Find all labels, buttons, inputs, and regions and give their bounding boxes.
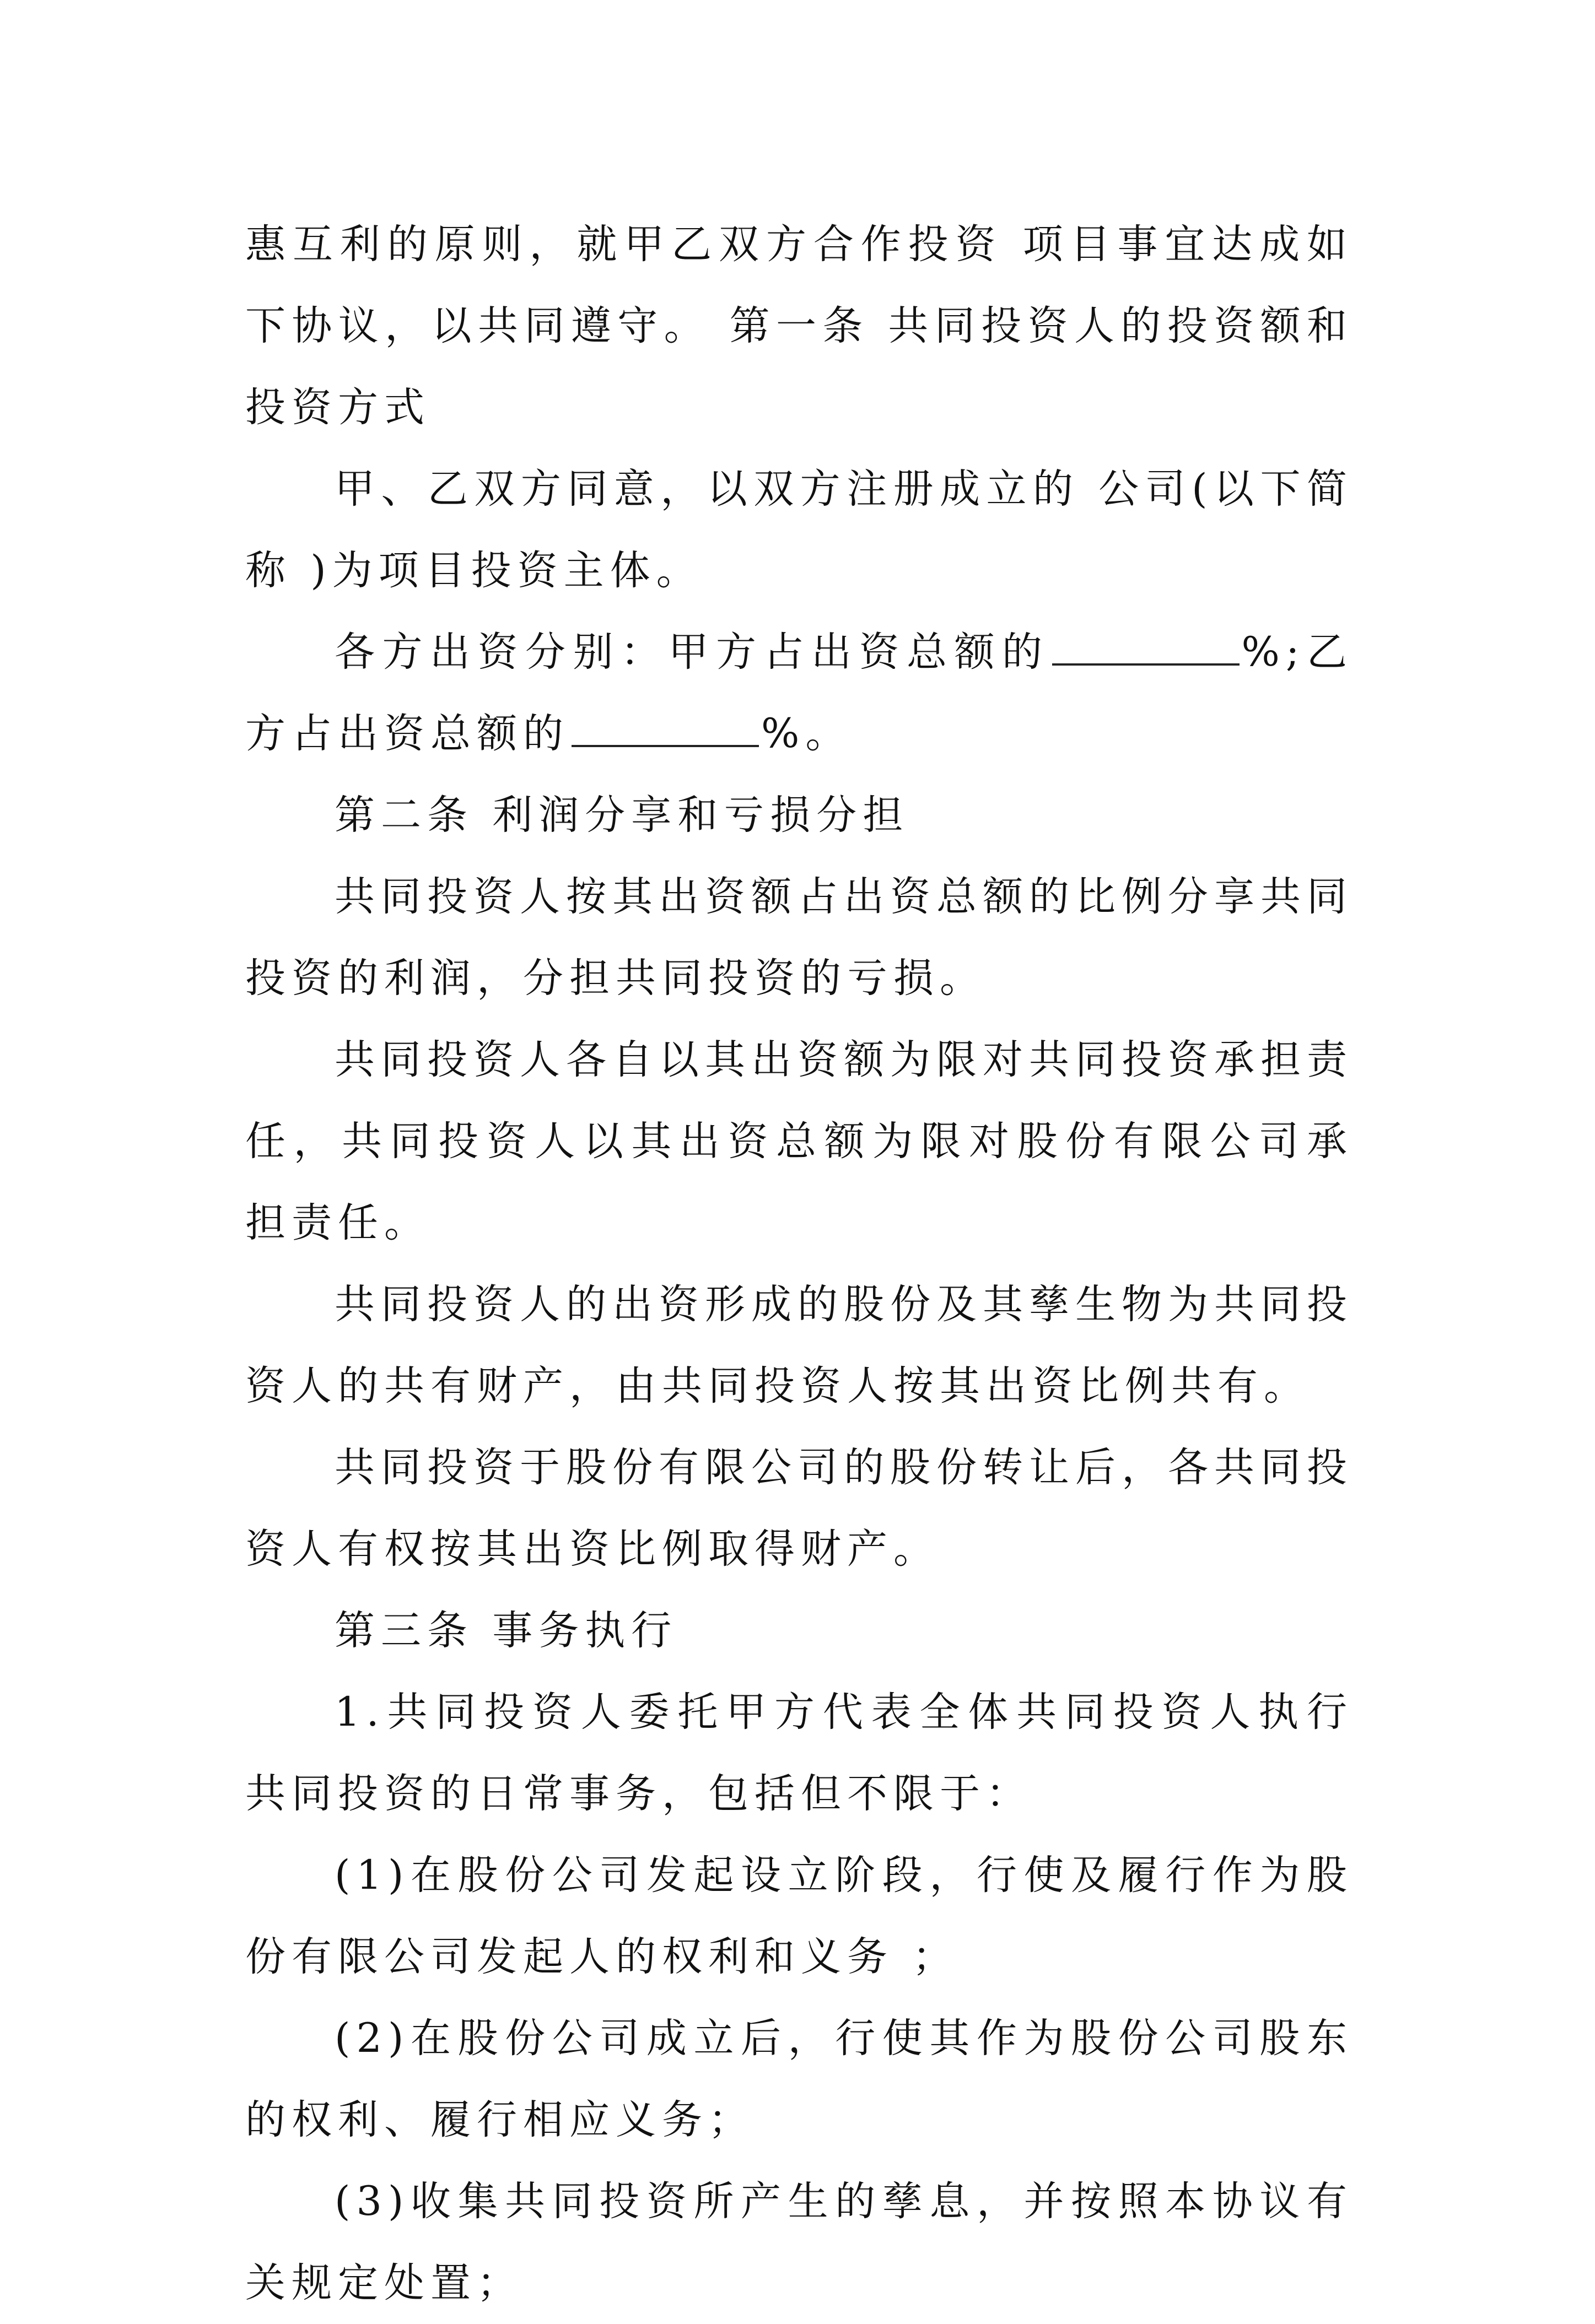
- list-item-1: (1)在股份公司发起设立阶段，行使及履行作为股份有限公司发起人的权利和义务 ；: [245, 1852, 1353, 1980]
- paragraph-investment-entity: 甲、乙双方同意，以双方注册成立的 公司(以下简称 )为项目投资主体。: [245, 466, 1353, 594]
- paragraph-share-transfer: 共同投资于股份有限公司的股份转让后，各共同投资人有权按其出资比例取得财产。: [245, 1444, 1353, 1572]
- party-b-percentage-blank: [572, 743, 759, 747]
- contribution-text-part-1: 各方出资分别：甲方占出资总额的: [335, 629, 1050, 675]
- article-3-heading: 第三条 事务执行: [335, 1607, 678, 1654]
- paragraph-intro: 惠互利的原则，就甲乙双方合作投资 项目事宜达成如下协议，以共同遵守。 第一条 共同投资人的投资额和投资方式: [245, 221, 1353, 431]
- paragraph-liability: 共同投资人各自以其出资额为限对共同投资承担责任，共同投资人以其出资总额为限对股份有限公司承担责任。: [245, 1036, 1353, 1246]
- document-body: [245, 204, 1353, 2324]
- party-a-percentage-blank: [1052, 661, 1240, 666]
- paragraph-contribution-shares: [245, 612, 1353, 775]
- paragraph-delegation: 1.共同投资人委托甲方代表全体共同投资人执行共同投资的日常事务，包括但不限于：: [245, 1689, 1353, 1817]
- contribution-text-part-3: %。: [761, 710, 852, 757]
- paragraph-common-property: 共同投资人的出资形成的股份及其孳生物为共同投资人的共有财产，由共同投资人按其出资比例共有。: [245, 1281, 1353, 1409]
- paragraph-profit-sharing: 共同投资人按其出资额占出资总额的比例分享共同投资的利润，分担共同投资的亏损。: [245, 873, 1353, 1002]
- article-2-heading: 第二条 利润分享和亏损分担: [335, 792, 909, 839]
- contribution-text-part-2: %;乙方占出资总额的: [245, 629, 1353, 757]
- list-item-3: (3)收集共同投资所产生的孳息，并按照本协议有关规定处置；: [245, 2178, 1353, 2306]
- list-item-2: (2)在股份公司成立后，行使其作为股份公司股东的权利、履行相应义务；: [245, 2015, 1353, 2143]
